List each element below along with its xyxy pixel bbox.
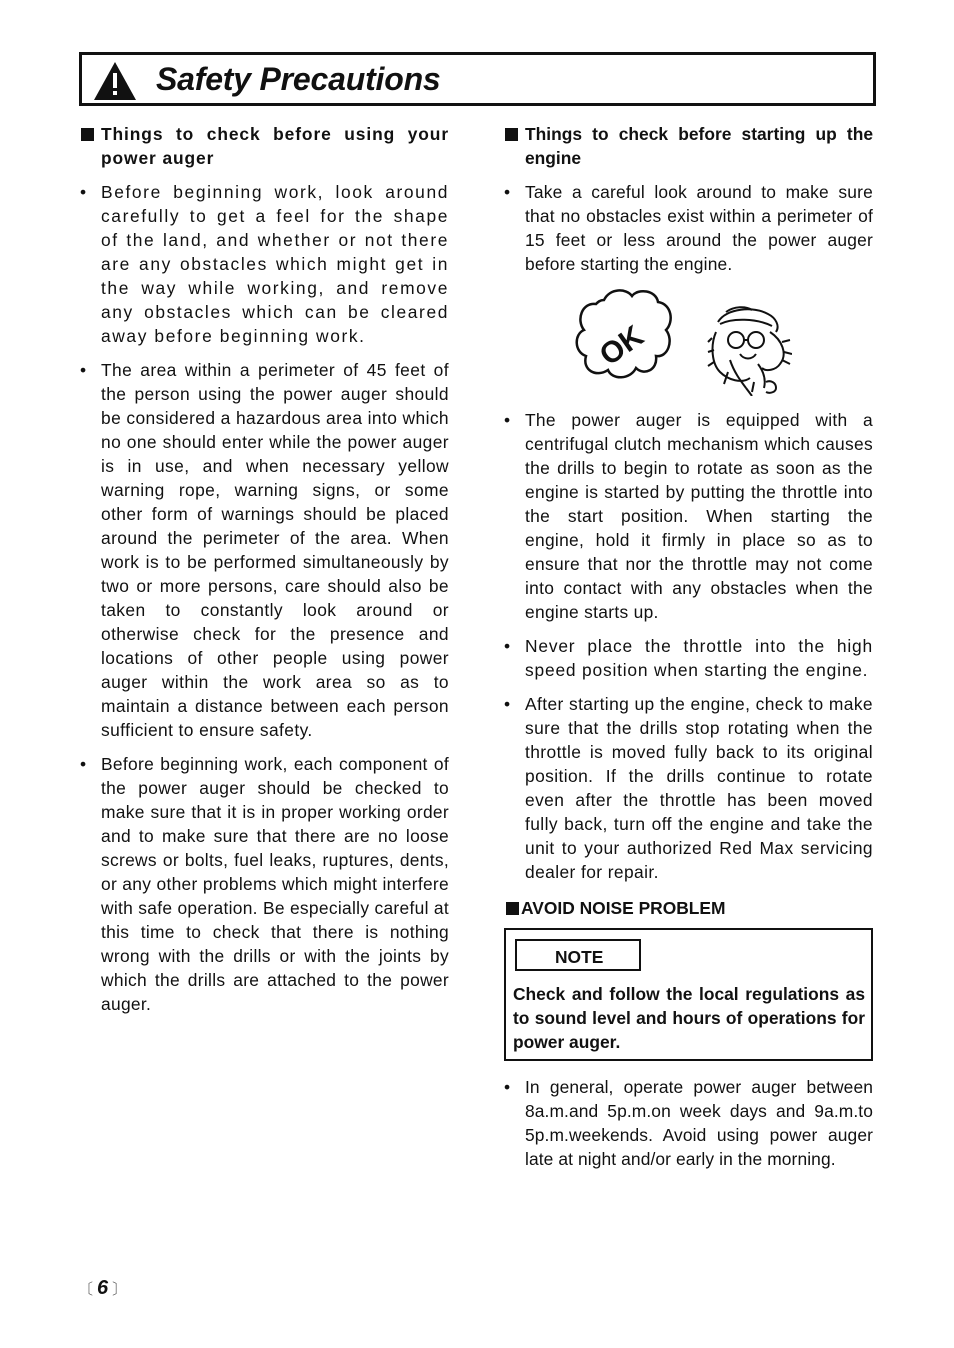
note-text: Check and follow the local regulations as to sound level and hours of operations for power auger. bbox=[513, 984, 865, 1052]
section-heading-before-use bbox=[80, 122, 449, 170]
bullet-icon: • bbox=[504, 636, 511, 656]
list-item bbox=[80, 180, 449, 348]
list-item-text: Before beginning work, look around carefully to get a feel for the shape of the land, and whether or not there are any obstacles which might get in the way while working, and remove any obstacles which can be cleared away before beginning work. bbox=[101, 182, 449, 346]
noise-heading-text: AVOID NOISE PROBLEM bbox=[521, 898, 726, 918]
list-item-text: Take a careful look around to make sure that no obstacles exist within a perimeter of 15 feet or less around the power auger before starting the engine. bbox=[525, 182, 873, 274]
worker-icon bbox=[706, 302, 792, 396]
ok-bubble-text: OK bbox=[593, 319, 650, 373]
illustration bbox=[504, 286, 873, 398]
list-item bbox=[504, 634, 873, 682]
list-item bbox=[80, 752, 449, 1016]
bullet-icon: • bbox=[80, 754, 87, 774]
square-bullet-icon bbox=[506, 902, 519, 915]
noise-heading bbox=[504, 896, 873, 920]
section-heading-text: Things to check before using your power auger bbox=[101, 124, 449, 168]
bullet-icon: • bbox=[504, 410, 511, 430]
bullet-icon: • bbox=[80, 182, 88, 202]
warning-triangle-icon bbox=[93, 61, 137, 101]
list-item-text: After starting up the engine, check to make sure that the drills stop rotating when the throttle is moved fully back to its original position. If the drills continue to rotate even after the throttle has been moved fully back, turn off the engine and take the unit to your authorized Red Max servicing dealer for repair. bbox=[525, 694, 873, 882]
list-item bbox=[80, 358, 449, 742]
page-bracket-left: 〔 bbox=[78, 1281, 94, 1298]
bullet-icon: • bbox=[504, 694, 511, 714]
page-bracket-right: 〕 bbox=[112, 1281, 128, 1298]
right-column bbox=[504, 122, 873, 1171]
title-box bbox=[79, 52, 876, 106]
list-item bbox=[504, 1075, 873, 1171]
list-item-text: Never place the throttle into the high speed position when starting the engine. bbox=[525, 636, 873, 680]
section-heading-before-start bbox=[504, 122, 873, 170]
square-bullet-icon bbox=[81, 128, 94, 141]
list-item-text: The area within a perimeter of 45 feet of the person using the power auger should be considered a hazardous area into which no one should enter while the power auger is in use, and when necessary yellow warning rope, warning signs, or some other form of warnings should be placed around the perimeter of the area. When work is to be performed simultaneously by two or more persons, care should also be taken to constantly look around or otherwise check for the presence and locations of other people using power auger within the work area so as to maintain a distance between each person sufficient to ensure safety. bbox=[101, 360, 450, 740]
ok-bubble-icon bbox=[574, 286, 678, 390]
list-item-text: In general, operate power auger between 8a.m.and 5p.m.on week days and 9a.m.to 5p.m.weekends. Avoid using power auger late at night and/or early in the morning. bbox=[525, 1077, 873, 1169]
note-label: NOTE bbox=[515, 939, 641, 971]
page-number-value: 6 bbox=[97, 1277, 109, 1299]
square-bullet-icon bbox=[505, 128, 518, 141]
list-item bbox=[504, 408, 873, 624]
left-column bbox=[80, 122, 449, 1016]
list-item-text: The power auger is equipped with a centrifugal clutch mechanism which causes the drills to begin to rotate as soon as the engine is started by putting the throttle into the start position. When starting the engine, hold it firmly in place so as to ensure that nor the throttle may not come into contact with any obstacles when the engine starts up. bbox=[525, 410, 873, 622]
check-list-before-start bbox=[504, 180, 873, 276]
bullet-icon: • bbox=[504, 182, 511, 202]
page-title: Safety Precautions bbox=[156, 61, 441, 97]
noise-list bbox=[504, 1075, 873, 1171]
section-heading-text: Things to check before starting up the engine bbox=[525, 124, 873, 168]
note-box bbox=[504, 928, 873, 1061]
list-item-text: Before beginning work, each component of the power auger should be checked to make sure that it is in proper working order and to make sure that there are no loose screws or bolts, fuel leaks, ruptures, dents, or any other problems which might interfere with safe operation. Be especially careful at this time to check that there is nothing wrong with the drills or with the joints by which the drills are attached to the power auger. bbox=[101, 754, 449, 1014]
check-list-before-use bbox=[80, 180, 449, 1016]
engine-start-list bbox=[504, 408, 873, 884]
page-number bbox=[78, 1277, 127, 1300]
bullet-icon: • bbox=[80, 360, 87, 380]
list-item bbox=[504, 692, 873, 884]
bullet-icon: • bbox=[504, 1077, 511, 1097]
list-item bbox=[504, 180, 873, 276]
